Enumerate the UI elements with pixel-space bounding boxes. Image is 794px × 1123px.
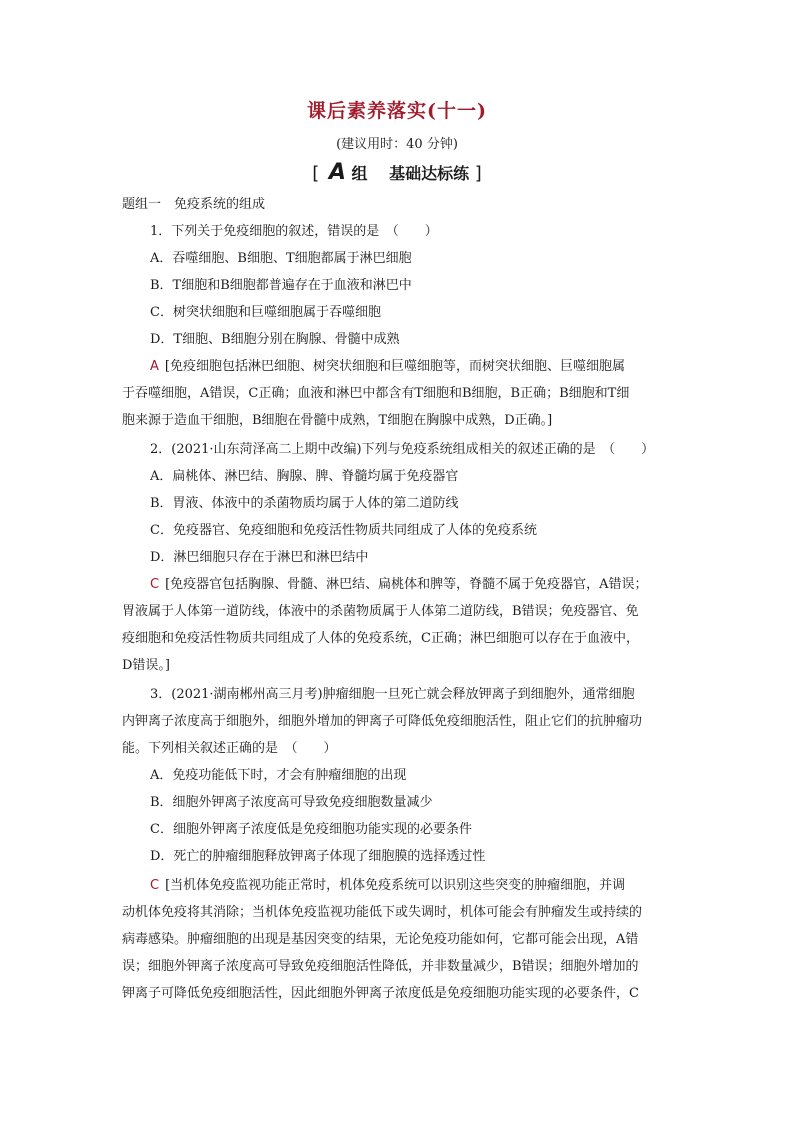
group-heading: [0, 160, 794, 185]
group-name: 基础达标练: [389, 164, 470, 183]
suggested-time: (建议用时：40 分钟): [336, 137, 458, 152]
q2-explanation-line-3: 疫细胞和免疫活性物质共同组成了人体的免疫系统，C正确；淋巴细胞可以存在于血液中，: [122, 631, 639, 646]
q2-option-b: B．胃液、体液中的杀菌物质均属于人体的第二道防线: [150, 496, 459, 511]
q3-explanation-line-1: [150, 877, 690, 894]
q3-option-d: D．死亡的肿瘤细胞释放钾离子体现了细胞膜的选择透过性: [150, 849, 486, 864]
q1-explanation-line-1: [150, 358, 690, 375]
q1-answer: A: [150, 359, 159, 374]
q2-explanation-line-1: [150, 576, 690, 593]
q2-explanation-line-4: D错误。]: [122, 658, 170, 673]
q3-explanation-line-3: 病毒感染。肿瘤细胞的出现是基因突变的结果，无论免疫功能如何，它都可能会出现，A错: [122, 932, 639, 947]
group-letter: A: [328, 160, 346, 185]
q3-option-b: B．细胞外钾离子浓度高可导致免疫细胞数量减少: [150, 795, 433, 810]
q1-option-d: D．T细胞、B细胞分别在胸腺、骨髓中成熟: [150, 332, 400, 347]
q3-explanation-line-5: 钾离子可降低免疫细胞活性，因此细胞外钾离子浓度低是免疫细胞功能实现的必要条件，C: [122, 986, 639, 1001]
q2-option-c: C．免疫器官、免疫细胞和免疫活性物质共同组成了人体的免疫系统: [150, 523, 537, 538]
open-bracket: [: [312, 163, 320, 184]
q3-explanation-line-2: 动机体免疫将其消除；当机体免疫监视功能低下或失调时，机体可能会有肿瘤发生或持续的: [122, 905, 643, 920]
q1-expl-text-1: [免疫细胞包括淋巴细胞、树突状细胞和巨噬细胞等，而树突状细胞、巨噬细胞属: [164, 359, 625, 374]
close-bracket: ]: [474, 163, 482, 184]
q3-stem-line-2: 内钾离子浓度高于细胞外，细胞外增加的钾离子可降低免疫细胞活性，阻止它们的抗肿瘤功: [122, 714, 643, 729]
page-title: 课后素养落实(十一): [307, 100, 487, 122]
q2-answer: C: [150, 577, 160, 592]
group-word: 组: [351, 164, 368, 183]
section-title: 题组一 免疫系统的组成: [122, 197, 266, 212]
q2-stem: 2．(2021·山东菏泽高二上期中改编)下列与免疫系统组成相关的叙述正确的是 （ ）: [150, 442, 655, 457]
q3-stem-line-3: 能。下列相关叙述正确的是 （ ）: [122, 741, 337, 756]
q3-explanation-line-4: 误；细胞外钾离子浓度高可导致免疫细胞活性降低，并非数量减少，B错误；细胞外增加的: [122, 959, 639, 974]
q3-answer: C: [150, 878, 160, 893]
q2-option-a: A．扁桃体、淋巴结、胸腺、脾、脊髓均属于免疫器官: [150, 469, 459, 484]
q1-option-a: A．吞噬细胞、B细胞、T细胞都属于淋巴细胞: [150, 251, 412, 266]
q3-expl-text-1: [当机体免疫监视功能正常时，机体免疫系统可以识别这些突变的肿瘤细胞，并调: [165, 878, 626, 893]
q1-explanation-line-3: 胞来源于造血干细胞，B细胞在骨髓中成熟，T细胞在胸腺中成熟，D正确。]: [122, 413, 553, 428]
q1-explanation-line-2: 于吞噬细胞，A错误，C正确；血液和淋巴中都含有T细胞和B细胞，B正确；B细胞和T细: [122, 386, 630, 401]
q1-option-c: C．树突状细胞和巨噬细胞属于吞噬细胞: [150, 305, 381, 320]
q3-option-c: C．细胞外钾离子浓度低是免疫细胞功能实现的必要条件: [150, 822, 472, 837]
q1-option-b: B．T细胞和B细胞都普遍存在于血液和淋巴中: [150, 278, 412, 293]
q2-explanation-line-2: 胃液属于人体第一道防线，体液中的杀菌物质属于人体第二道防线，B错误；免疫器官、免: [122, 604, 639, 619]
q2-option-d: D．淋巴细胞只存在于淋巴和淋巴结中: [150, 550, 369, 565]
q3-stem-line-1: 3．(2021·湖南郴州高三月考)肿瘤细胞一旦死亡就会释放钾离子到细胞外，通常细胞: [150, 687, 635, 702]
q2-expl-text-1: [免疫器官包括胸腺、骨髓、淋巴结、扁桃体和脾等，脊髓不属于免疫器官，A错误；: [165, 577, 648, 592]
q3-option-a: A．免疫功能低下时，才会有肿瘤细胞的出现: [150, 768, 407, 783]
q1-stem: 1．下列关于免疫细胞的叙述，错误的是 （ ）: [150, 224, 438, 239]
